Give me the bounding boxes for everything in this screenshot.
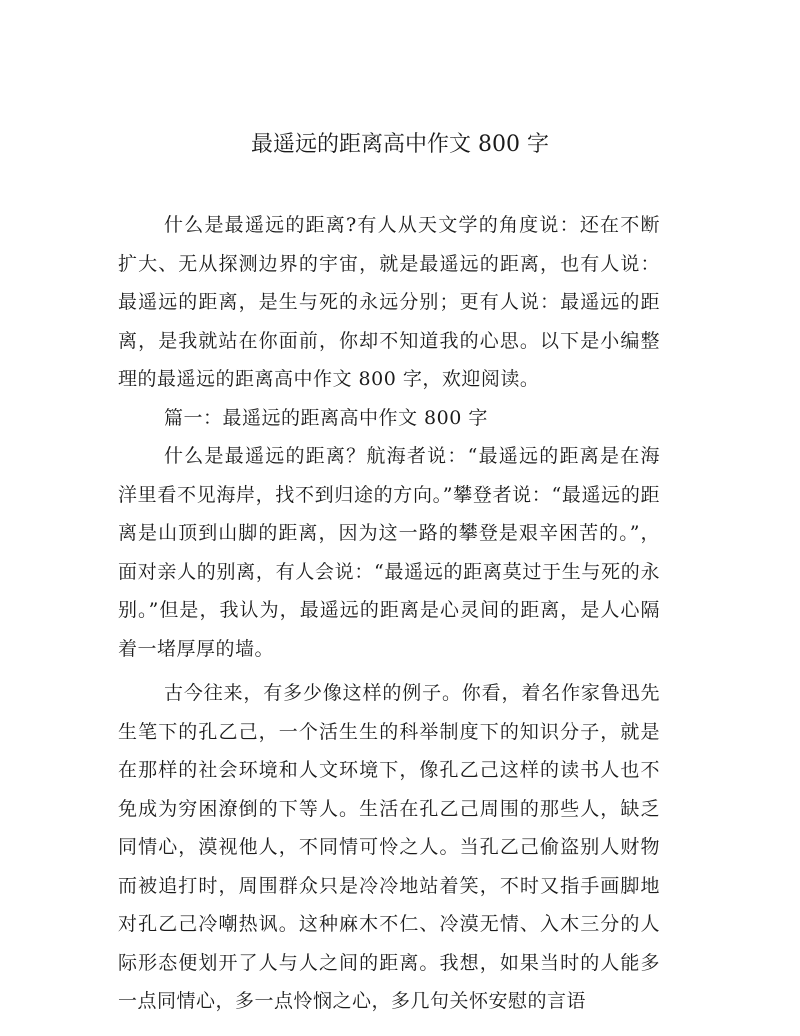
- paragraph-definitions: 什么是最遥远的距离？航海者说：“最遥远的距离是在海洋里看不见海岸，找不到归途的方向。”攀登者说：“最遥远的距离是山顶到山脚的距离，因为这一路的攀登是艰辛困苦的。”，面对亲人的别离，有人会说：“最遥远的距离莫过于生与死的永别。”但是，我认为，最遥远的距离是心灵间的距离，是人心隔着一堵厚厚的墙。: [118, 445, 660, 660]
- section-heading: 篇一：最遥远的距离高中作文 800 字: [164, 406, 488, 429]
- document-body: [118, 206, 660, 1021]
- paragraph-intro: 什么是最遥远的距离?有人从天文学的角度说：还在不断扩大、无从探测边界的宇宙，就是最遥远的距离，也有人说：最遥远的距离，是生与死的永远分别；更有人说：最遥远的距离，是我就站在你面前，你却不知道我的心思。以下是小编整理的最遥远的距离高中作文 800 字，欢迎阅读。: [118, 214, 660, 390]
- document-title: 最遥远的距离高中作文 800 字: [251, 132, 549, 157]
- paragraph-kong-yiji: 古今往来，有多少像这样的例子。你看，着名作家鲁迅先生笔下的孔乙己，一个活生生的科举制度下的知识分子，就是在那样的社会环境和人文环境下，像孔乙己这样的读书人也不免成为穷困潦倒的下等人。生活在孔乙己周围的那些人，缺乏同情心，漠视他人，不同情可怜之人。当孔乙己偷盗别人财物而被追打时，周围群众只是冷冷地站着笑，不时又指手画脚地对孔乙己冷嘲热讽。这种麻木不仁、冷漠无情、入木三分的人际形态便划开了人与人之间的距离。我想，如果当时的人能多一点同情心，多一点怜悯之心，多几句关怀安慰的言语: [118, 682, 660, 1012]
